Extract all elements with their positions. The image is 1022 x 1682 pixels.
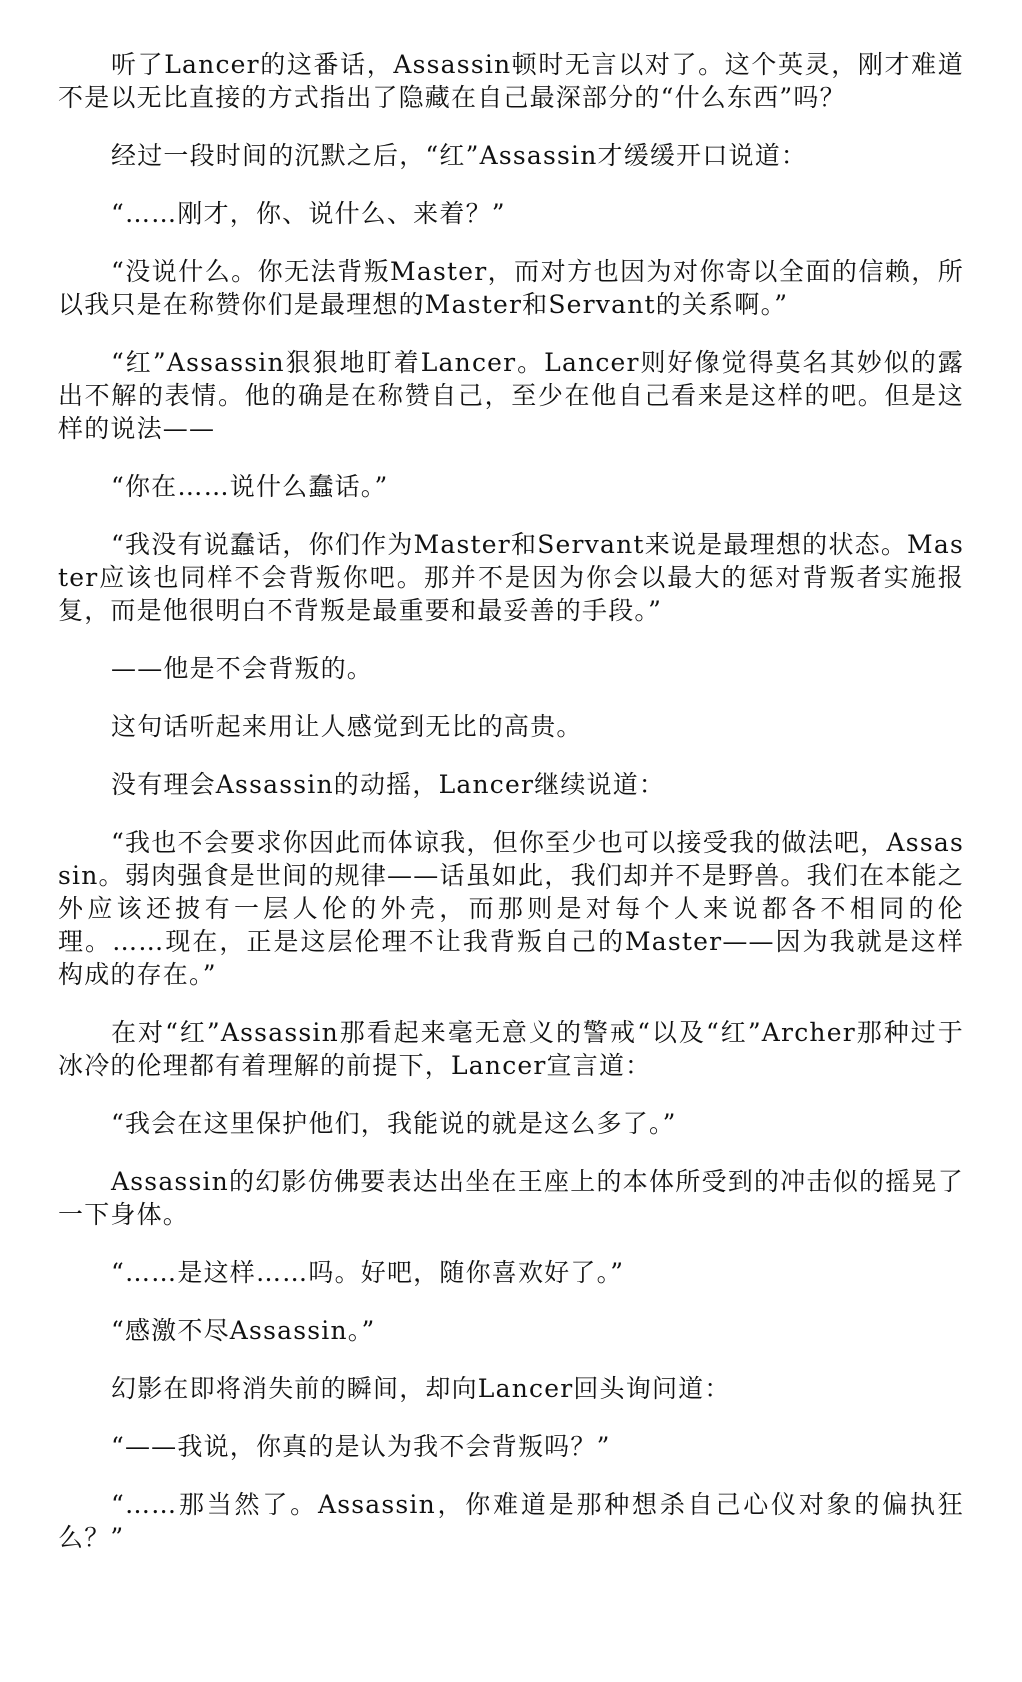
paragraph: “——我说，你真的是认为我不会背叛吗？” bbox=[111, 1432, 611, 1461]
paragraph: 经过一段时间的沉默之后，“红”Assassin才缓缓开口说道： bbox=[111, 141, 808, 170]
paragraph: “你在……说什么蠢话。” bbox=[111, 472, 389, 501]
paragraph: “我没有说蠢话，你们作为Master和Servant来说是最理想的状态。Master应该也同样不会背叛你吧。那并不是因为你会以最大的惩对背叛者实施报复，而是他很明白不背叛是最重要和最妥善的手段。” bbox=[58, 530, 964, 625]
paragraph: “没说什么。你无法背叛Master，而对方也因为对你寄以全面的信赖，所以我只是在称赞你们是最理想的Master和Servant的关系啊。” bbox=[58, 257, 964, 319]
paragraph: 听了Lancer的这番话，Assassin顿时无言以对了。这个英灵，刚才难道不是以无比直接的方式指出了隐藏在自己最深部分的“什么东西”吗？ bbox=[58, 50, 964, 112]
paragraph: 这句话听起来用让人感觉到无比的高贵。 bbox=[111, 712, 583, 741]
paragraph: 幻影在即将消失前的瞬间，却向Lancer回头询问道： bbox=[111, 1374, 731, 1403]
paragraph: “红”Assassin狠狠地盯着Lancer。Lancer则好像觉得莫名其妙似的露出不解的表情。他的确是在称赞自己，至少在他自己看来是这样的吧。但是这样的说法—— bbox=[58, 348, 964, 443]
paragraph: “……刚才，你、说什么、来着？” bbox=[111, 199, 506, 228]
document-page bbox=[58, 48, 964, 1579]
paragraph: “我也不会要求你因此而体谅我，但你至少也可以接受我的做法吧，Assassin。弱肉强食是世间的规律——话虽如此，我们却并不是野兽。我们在本能之外应该还披有一层人伦的外壳，而那则是对每个人来说都各不相同的伦理。……现在，正是这层伦理不让我背叛自己的Master——因为我就是这样构成的存在。” bbox=[58, 828, 964, 989]
paragraph: 在对“红”Assassin那看起来毫无意义的警戒“以及“红”Archer那种过于冰冷的伦理都有着理解的前提下，Lancer宣言道： bbox=[58, 1018, 964, 1080]
paragraph: Assassin的幻影仿佛要表达出坐在王座上的本体所受到的冲击似的摇晃了一下身体。 bbox=[58, 1167, 964, 1229]
paragraph: “感激不尽Assassin。” bbox=[111, 1316, 376, 1345]
paragraph: “……那当然了。Assassin，你难道是那种想杀自己心仪对象的偏执狂么？” bbox=[58, 1490, 964, 1552]
paragraph: “……是这样……吗。好吧，随你喜欢好了。” bbox=[111, 1258, 625, 1287]
paragraph: 没有理会Assassin的动摇，Lancer继续说道： bbox=[111, 770, 666, 799]
paragraph: ——他是不会背叛的。 bbox=[111, 654, 374, 683]
paragraph: “我会在这里保护他们，我能说的就是这么多了。” bbox=[111, 1109, 677, 1138]
